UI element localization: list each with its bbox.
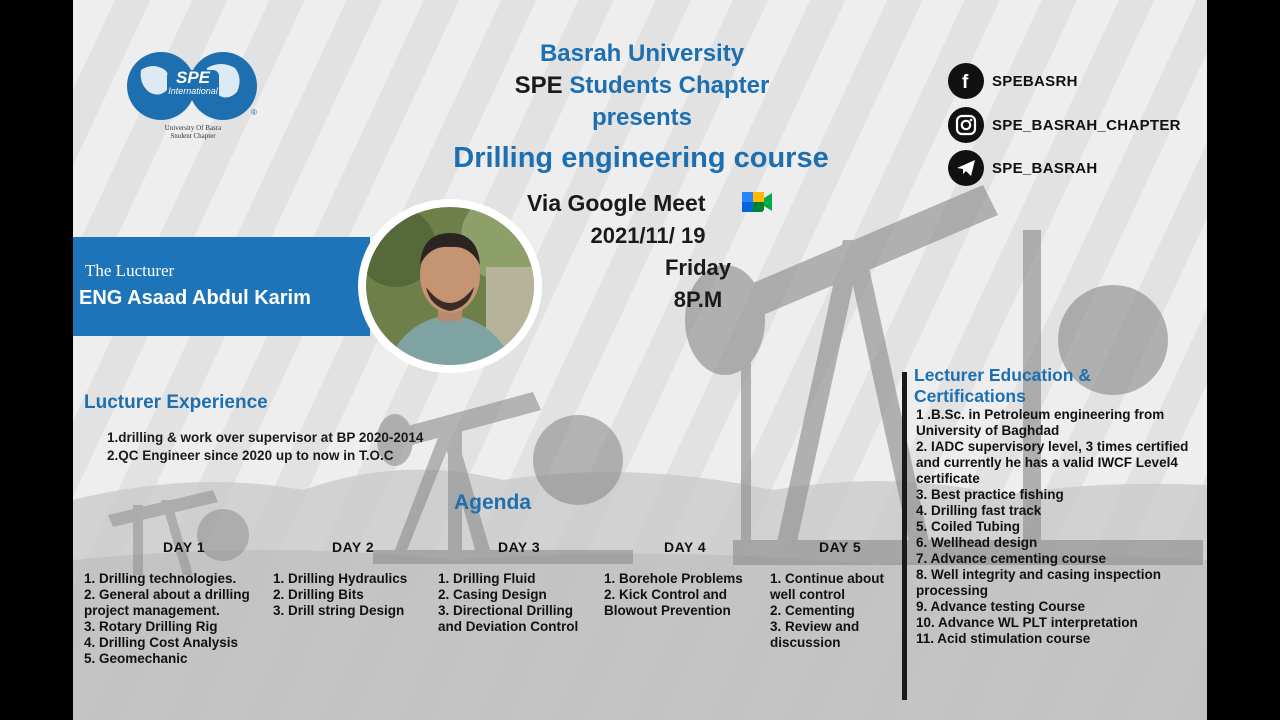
course-title: Drilling engineering course bbox=[453, 142, 829, 174]
list-item: 1. Drilling Hydraulics bbox=[273, 571, 408, 586]
list-item: 2. Cementing bbox=[770, 603, 855, 618]
list-item: 2. Casing Design bbox=[438, 587, 547, 602]
list-item: 2. Drilling Bits bbox=[273, 587, 364, 602]
registered-mark: ® bbox=[251, 108, 257, 117]
telegram-icon bbox=[948, 150, 984, 186]
instagram-icon bbox=[948, 107, 984, 143]
education-list bbox=[916, 407, 1206, 647]
list-item: 5. Geomechanic bbox=[84, 651, 188, 666]
day-2-list bbox=[273, 571, 433, 619]
day-1-title: DAY 1 bbox=[163, 539, 206, 555]
social-telegram[interactable] bbox=[948, 150, 1098, 186]
letterbox-right bbox=[1207, 0, 1280, 720]
list-item: 6. Wellhead design bbox=[916, 535, 1038, 550]
list-item: 1. Borehole Problems bbox=[604, 571, 743, 586]
education-divider bbox=[902, 372, 907, 700]
day-4-list bbox=[604, 571, 764, 619]
list-item: 3. Drill string Design bbox=[273, 603, 405, 618]
event-day: Friday bbox=[664, 255, 732, 280]
chapter-title bbox=[442, 72, 842, 100]
list-item: 1. Drilling technologies. bbox=[84, 571, 237, 586]
spe-logo-text: SPE bbox=[175, 68, 211, 87]
list-item: 9. Advance testing Course bbox=[916, 599, 1086, 614]
experience-item-2: 2.QC Engineer since 2020 up to now in T.O.C bbox=[107, 448, 394, 463]
social-instagram[interactable] bbox=[948, 107, 1181, 143]
lecturer-photo bbox=[366, 207, 534, 365]
facebook-handle: SPEBASRH bbox=[992, 72, 1078, 90]
spe-logo bbox=[123, 48, 263, 143]
event-time: 8P.M bbox=[673, 287, 723, 312]
experience-title: Lucturer Experience bbox=[84, 392, 268, 413]
poster bbox=[73, 0, 1207, 720]
chapter-prefix: SPE bbox=[514, 72, 563, 99]
presents-label: presents bbox=[591, 104, 693, 131]
list-item: 3. Rotary Drilling Rig bbox=[84, 619, 218, 634]
list-item: 2. Kick Control and Blowout Prevention bbox=[604, 587, 731, 618]
list-item: 5. Coiled Tubing bbox=[916, 519, 1020, 534]
facebook-icon bbox=[948, 63, 984, 99]
lecturer-name: ENG Asaad Abdul Karim bbox=[79, 287, 311, 309]
lecturer-caption: The Lucturer bbox=[85, 261, 175, 280]
instagram-handle: SPE_BASRAH_CHAPTER bbox=[992, 116, 1181, 134]
university-title: Basrah University bbox=[539, 40, 745, 67]
spe-logo-subtext: International bbox=[168, 86, 218, 96]
list-item: 3. Directional Drilling and Deviation Control bbox=[438, 603, 579, 634]
experience-item-1: 1.drilling & work over supervisor at BP 2020-2014 bbox=[107, 430, 424, 445]
via-label: Via Google Meet bbox=[527, 190, 706, 216]
list-item: 10. Advance WL PLT interpretation bbox=[916, 615, 1138, 630]
day-5-title: DAY 5 bbox=[819, 539, 862, 555]
google-meet-icon bbox=[740, 188, 774, 216]
day-5-list bbox=[770, 571, 902, 651]
list-item: 7. Advance cementing course bbox=[916, 551, 1107, 566]
lecturer-banner bbox=[73, 237, 370, 336]
list-item: 4. Drilling fast track bbox=[916, 503, 1042, 518]
list-item: 11. Acid stimulation course bbox=[916, 631, 1091, 646]
chapter-rest: Students Chapter bbox=[562, 72, 770, 99]
logo-caption-line2: Student Chapter bbox=[170, 132, 216, 140]
day-2-title: DAY 2 bbox=[332, 539, 375, 555]
logo-caption-line1: University Of Basra bbox=[164, 124, 222, 132]
list-item: 1 .B.Sc. in Petroleum engineering from University of Baghdad bbox=[916, 407, 1165, 438]
social-facebook[interactable] bbox=[948, 63, 1078, 99]
lecturer-photo-frame bbox=[358, 199, 542, 373]
list-item: 2. General about a drilling project management. bbox=[84, 587, 250, 618]
event-date: 2021/11/ 19 bbox=[590, 223, 706, 248]
list-item: 1. Continue about well control bbox=[770, 571, 884, 602]
day-4-title: DAY 4 bbox=[664, 539, 707, 555]
agenda-title: Agenda bbox=[454, 491, 532, 514]
list-item: 8. Well integrity and casing inspection processing bbox=[916, 567, 1162, 598]
list-item: 2. IADC supervisory level, 3 times certified and currently he has a valid IWCF Level4 certificate bbox=[916, 439, 1189, 486]
education-title: Lecturer Education & Certifications bbox=[914, 365, 1091, 406]
day-3-list bbox=[438, 571, 598, 635]
list-item: 3. Review and discussion bbox=[770, 619, 860, 650]
day-1-list bbox=[84, 571, 269, 667]
day-3-title: DAY 3 bbox=[498, 539, 541, 555]
svg-text:f: f bbox=[962, 72, 969, 91]
list-item: 1. Drilling Fluid bbox=[438, 571, 536, 586]
letterbox-left bbox=[0, 0, 73, 720]
list-item: 3. Best practice fishing bbox=[916, 487, 1064, 502]
telegram-handle: SPE_BASRAH bbox=[992, 159, 1098, 177]
list-item: 4. Drilling Cost Analysis bbox=[84, 635, 239, 650]
